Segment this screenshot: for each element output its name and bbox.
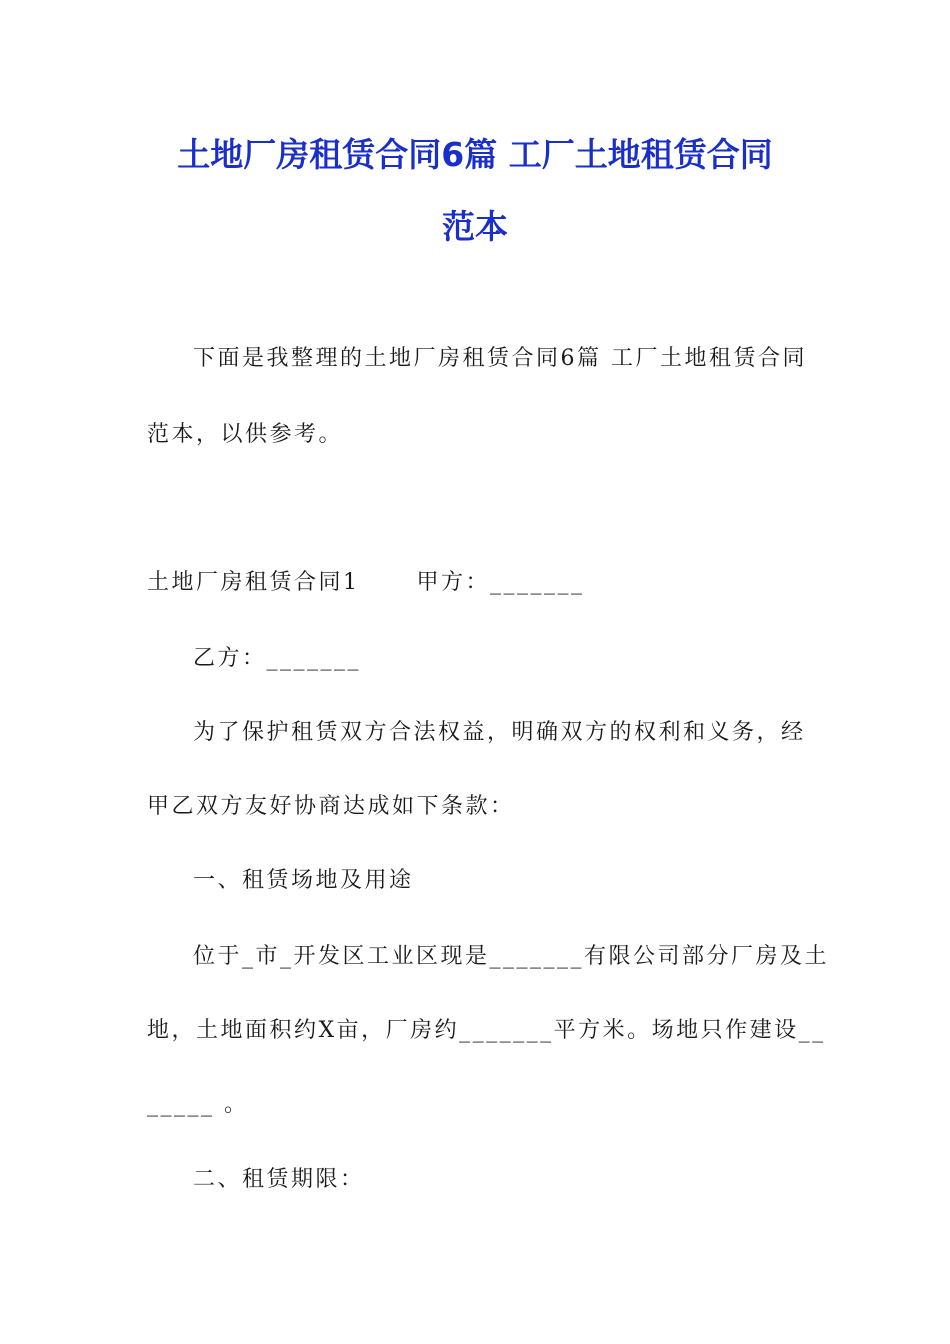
purpose-paragraph-line-1: 为了保护租赁双方合法权益，明确双方的权利和义务，经 — [193, 720, 806, 745]
intro-paragraph-line-2: 范本，以供参考。 — [147, 422, 344, 447]
purpose-paragraph-line-2: 甲乙双方友好协商达成如下条款： — [147, 794, 515, 819]
contract-1-header: 土地厂房租赁合同1 甲方：_______ — [147, 570, 585, 595]
section-1-line-3: _____ 。 — [147, 1092, 249, 1117]
intro-paragraph-line-1: 下面是我整理的土地厂房租赁合同6篇 工厂土地租赁合同 — [193, 346, 807, 371]
section-1-line-2: 地，土地面积约X亩，厂房约_______平方米。场地只作建设__ — [147, 1018, 826, 1043]
section-1-heading: 一、租赁场地及用途 — [193, 868, 414, 893]
document-title-line-2: 范本 — [442, 207, 508, 246]
section-1-line-1: 位于_市_开发区工业区现是_______有限公司部分厂房及土 — [193, 944, 830, 969]
document-title-line-1: 土地厂房租赁合同6篇 工厂土地租赁合同 — [177, 135, 773, 174]
party-b-line: 乙方：_______ — [193, 646, 362, 671]
section-2-heading: 二、租赁期限： — [193, 1167, 365, 1192]
